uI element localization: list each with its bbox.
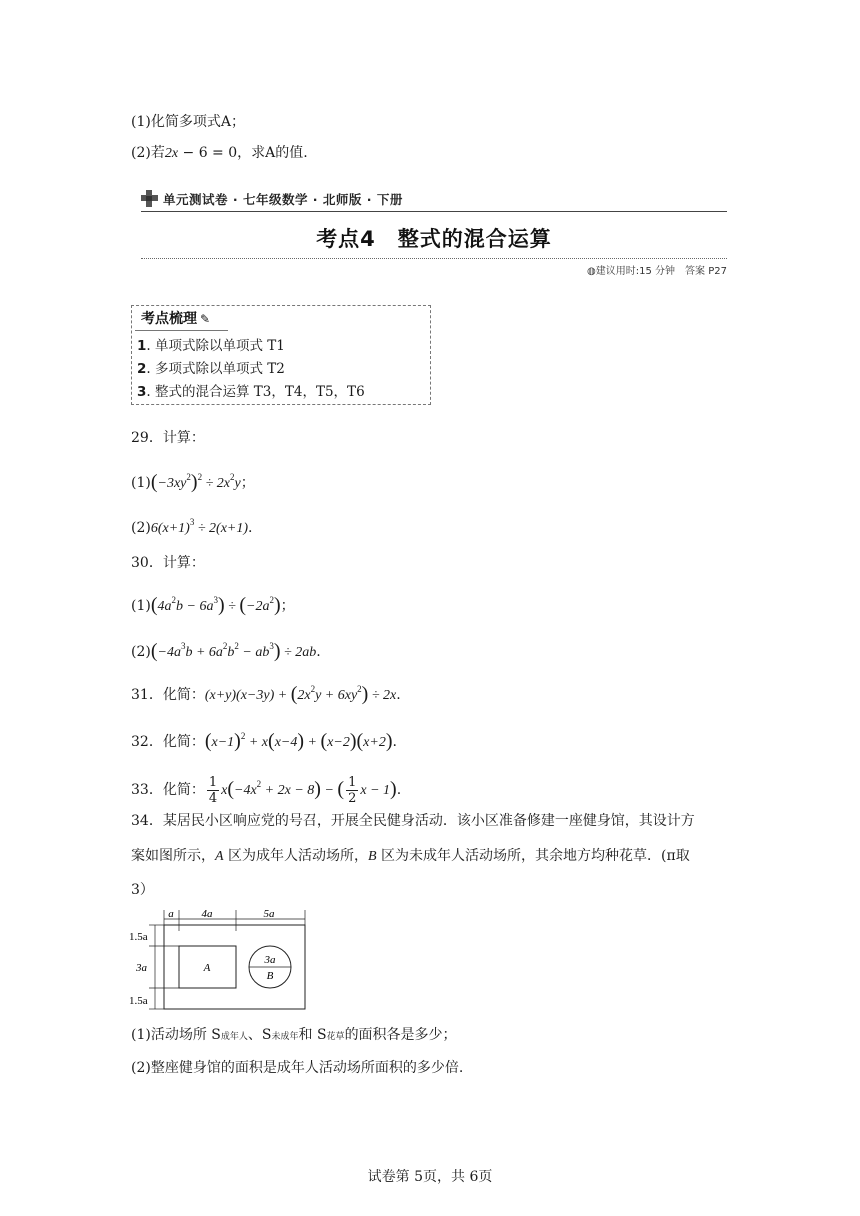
problem-30-part-2: $(2)(-4a^3b + 6a^2b^2 - ab^3) \div 2ab$. [131, 640, 321, 662]
dim-left-bottom: 1.5a [129, 995, 148, 1007]
puzzle-icon [141, 190, 158, 207]
region-a-label: A [203, 962, 211, 974]
dim-top-a: a [168, 908, 174, 920]
review-item: 1. 单项式除以单项式 T1 [137, 338, 285, 354]
review-item: 2. 多项式除以单项式 T2 [137, 361, 285, 377]
time-answer-note: ◍建议用时:15 分钟 答案 P27 [587, 266, 727, 277]
clock-icon: ◍ [587, 266, 596, 277]
problem-29-part-1: $(1)(-3xy^2)^2 \div 2x^2y$； [131, 471, 255, 493]
review-tag: 考点梳理 ✎ [135, 309, 228, 331]
problem-32: 32．化简：$(x-1)^2 + x(x-4) + (x-2)(x+2)$. [131, 730, 397, 752]
problem-33: 33．化简： $\frac{1}{4}$ $x(-4x^2 + 2x - 8)$ − ( $\frac{1}{2}$ x − 1). [131, 774, 402, 806]
section-title: 考点4 整式的混合运算 [316, 227, 552, 251]
dim-top-4a: 4a [201, 908, 213, 920]
question-part-1: (1)化简多项式A； [131, 114, 245, 130]
problem-34-line-1: 34．某居民小区响应党的号召，开展全民健身活动．该小区准备修建一座健身馆，其设计方 [131, 813, 695, 829]
series-title: 单元测试卷 · 七年级数学 · 北师版 · 下册 [163, 192, 403, 207]
question-part-2: (2)若2x − 6 = 0，求A的值. [131, 145, 308, 161]
problem-31: 31．化简：$(x+y)(x-3y) + (2x^2y + 6xy^2) \div 2x$. [131, 683, 401, 705]
dim-left-mid: 3a [136, 962, 147, 974]
review-item: 3. 整式的混合运算 T3，T4，T5，T6 [137, 384, 365, 400]
problem-34-line-2: 案如图所示，A 区为成年人活动场所，B 区为未成年人活动场所，其余地方均种花草．(π取 [131, 848, 690, 864]
region-b-label: B [266, 970, 274, 982]
pencil-icon: ✎ [200, 312, 211, 326]
problem-30-label: 30．计算： [131, 555, 205, 571]
problem-29-label: 29．计算： [131, 430, 205, 446]
problem-29-part-2: $(2)6(x+1)^3 \div 2(x+1)$. [131, 517, 253, 536]
dim-top-5a: 5a [263, 908, 275, 920]
gym-design-figure [129, 908, 314, 1014]
problem-30-part-1: $(1)(4a^2b - 6a^3) \div (-2a^2)$； [131, 594, 295, 616]
problem-34-line-3: 3） [131, 882, 154, 898]
banner-dotted-rule [141, 258, 727, 259]
circle-diameter-label: 3a [264, 954, 276, 966]
problem-34-question-1: (1)活动场所 S成年人、S未成年和 S花草的面积各是多少； [131, 1027, 457, 1043]
banner-rule [141, 211, 727, 212]
dim-left-top: 1.5a [129, 931, 148, 943]
problem-34-question-2: (2)整座健身馆的面积是成年人活动场所面积的多少倍. [131, 1060, 464, 1076]
review-box [131, 305, 431, 405]
page-footer: 试卷第 5页，共 6页 [367, 1169, 493, 1185]
section-banner [141, 190, 727, 275]
